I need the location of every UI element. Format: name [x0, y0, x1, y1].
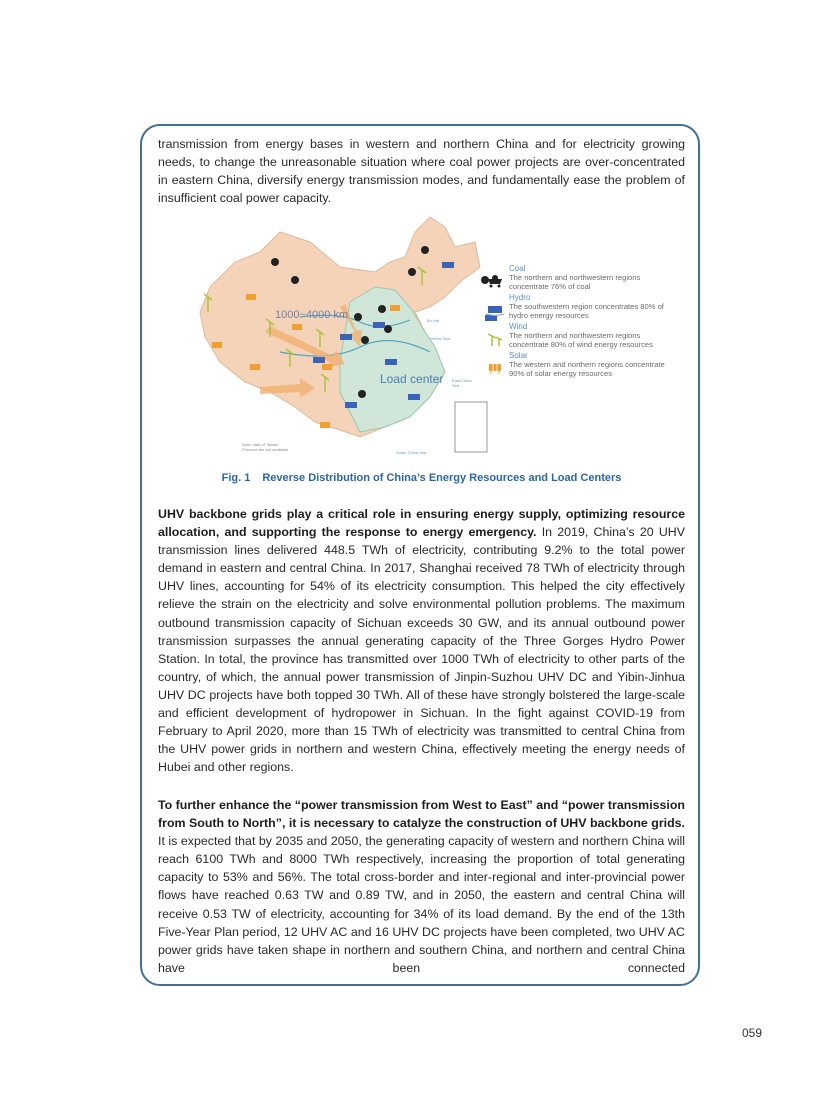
- legend-desc: The northern and northwestern regions concentrate 76% of coal: [509, 273, 641, 291]
- taiwan-note: Note: data of Taiwan Province are not available: [242, 442, 289, 452]
- wind-turbine-icon: [485, 332, 505, 346]
- legend-desc: The northern and northwestern regions concentrate 80% of wind energy resources: [509, 331, 653, 349]
- yellow-sea-label: Yellow Sea: [430, 336, 450, 341]
- legend-title: Hydro: [509, 293, 531, 302]
- legend-title: Wind: [509, 322, 528, 331]
- paragraph-2-text: In 2019, China’s 20 UHV transmission lines delivered 448.5 TWh of electricity, contributing 9.2% to the total power demand in eastern and central China. In 2017, Shanghai received 78 TWh of electricity through UHV lines, accounting for 54% of its electricity consumption. This helped the city effectively relieve the strain on the electricity and solve environmental pollution problems. The maximum outbound transmission capacity of Sichuan exceeds 30 GW, and its annual outbound power transmission surpasses the annual generating capacity of the Three Gorges Hydro Power Station. In total, the province has transmitted over 1000 TWh of electricity to other parts of the country, of which, the annual power transmission of Jinpin-Suzhou UHV DC and Yibin-Jinhua UHV DC projects have both topped 30 TWh. All of these have strongly bolstered the large-scale and efficient development of hydropower in Sichuan. In the fight against COVID-19 from February to April 2020, more than 15 TWh of electricity was transmitted to central China from the UHV power grids in northern and western China, effectively meeting the energy needs of Hubei and other regions.: [158, 525, 685, 775]
- figure-caption: [158, 472, 685, 484]
- figure-number: Fig. 1: [221, 472, 251, 484]
- legend-title: Coal: [509, 264, 526, 273]
- paragraph-2-lead: UHV backbone grids play a critical role in ensuring energy supply, optimizing resource allocation, and supporting the response to energy emergency.: [158, 507, 685, 540]
- legend-desc: The western and northern regions concentrate 90% of solar energy resources: [509, 360, 665, 378]
- paragraph-1: [158, 135, 685, 207]
- map-legend: [485, 264, 665, 380]
- page-number: 059: [742, 1026, 763, 1040]
- coal-cart-icon: [485, 274, 505, 288]
- load-center-label: Load center: [380, 372, 444, 386]
- paragraph-3-lead: To further enhance the “power transmission from West to East” and “power transmission from South to North”, it is necessary to catalyze the construction of UHV backbone grids.: [158, 798, 685, 831]
- bo-hai-label: Bo Hai: [427, 318, 440, 323]
- legend-item-coal: [485, 264, 665, 291]
- figure-caption-text: Reverse Distribution of China’s Energy Resources and Load Centers: [262, 472, 622, 484]
- south-china-sea-label: South China Sea: [396, 450, 427, 455]
- south-china-sea-inset: [455, 402, 487, 452]
- east-china-sea-label: East China Sea: [452, 378, 472, 388]
- hydro-dam-icon: [485, 303, 505, 317]
- distance-label: 1000~4000 km: [275, 309, 349, 321]
- paragraph-2: [158, 505, 685, 776]
- legend-item-wind: [485, 322, 665, 349]
- paragraph-1-text: transmission from energy bases in western and northern China and for electricity growing needs, to change the unreasonable situation where coal power projects are over-concentrated in eastern China, diversify energy transmission modes, and fundamentally ease the problem of insufficient coal power capacity.: [158, 137, 685, 206]
- paragraph-3: [158, 796, 685, 977]
- china-land: [200, 217, 480, 437]
- solar-panel-icon: [485, 361, 505, 375]
- legend-item-solar: [485, 351, 665, 378]
- legend-desc: The southwestern region concentrates 80% of hydro energy resources: [509, 302, 664, 320]
- legend-title: Solar: [509, 351, 528, 360]
- paragraph-3-text: It is expected that by 2035 and 2050, the generating capacity of western and northern China will reach 6100 TWh and 8000 TWh respectively, increasing the proportion of total generating capacity to 53% and 56%. The total cross-border and inter-regional and inter-provincial power flows have reached 0.63 TW and 0.89 TW, and in 2050, the eastern and central China will receive 0.53 TW of electricity, accounting for 34% of its load demand. By the end of the 13th Five-Year Plan period, 12 UHV AC and 16 UHV DC projects have been completed, two UHV AC power grids have taken shape in northern and southern China, and northern and central China have been connected: [158, 834, 685, 975]
- legend-item-hydro: [485, 293, 665, 320]
